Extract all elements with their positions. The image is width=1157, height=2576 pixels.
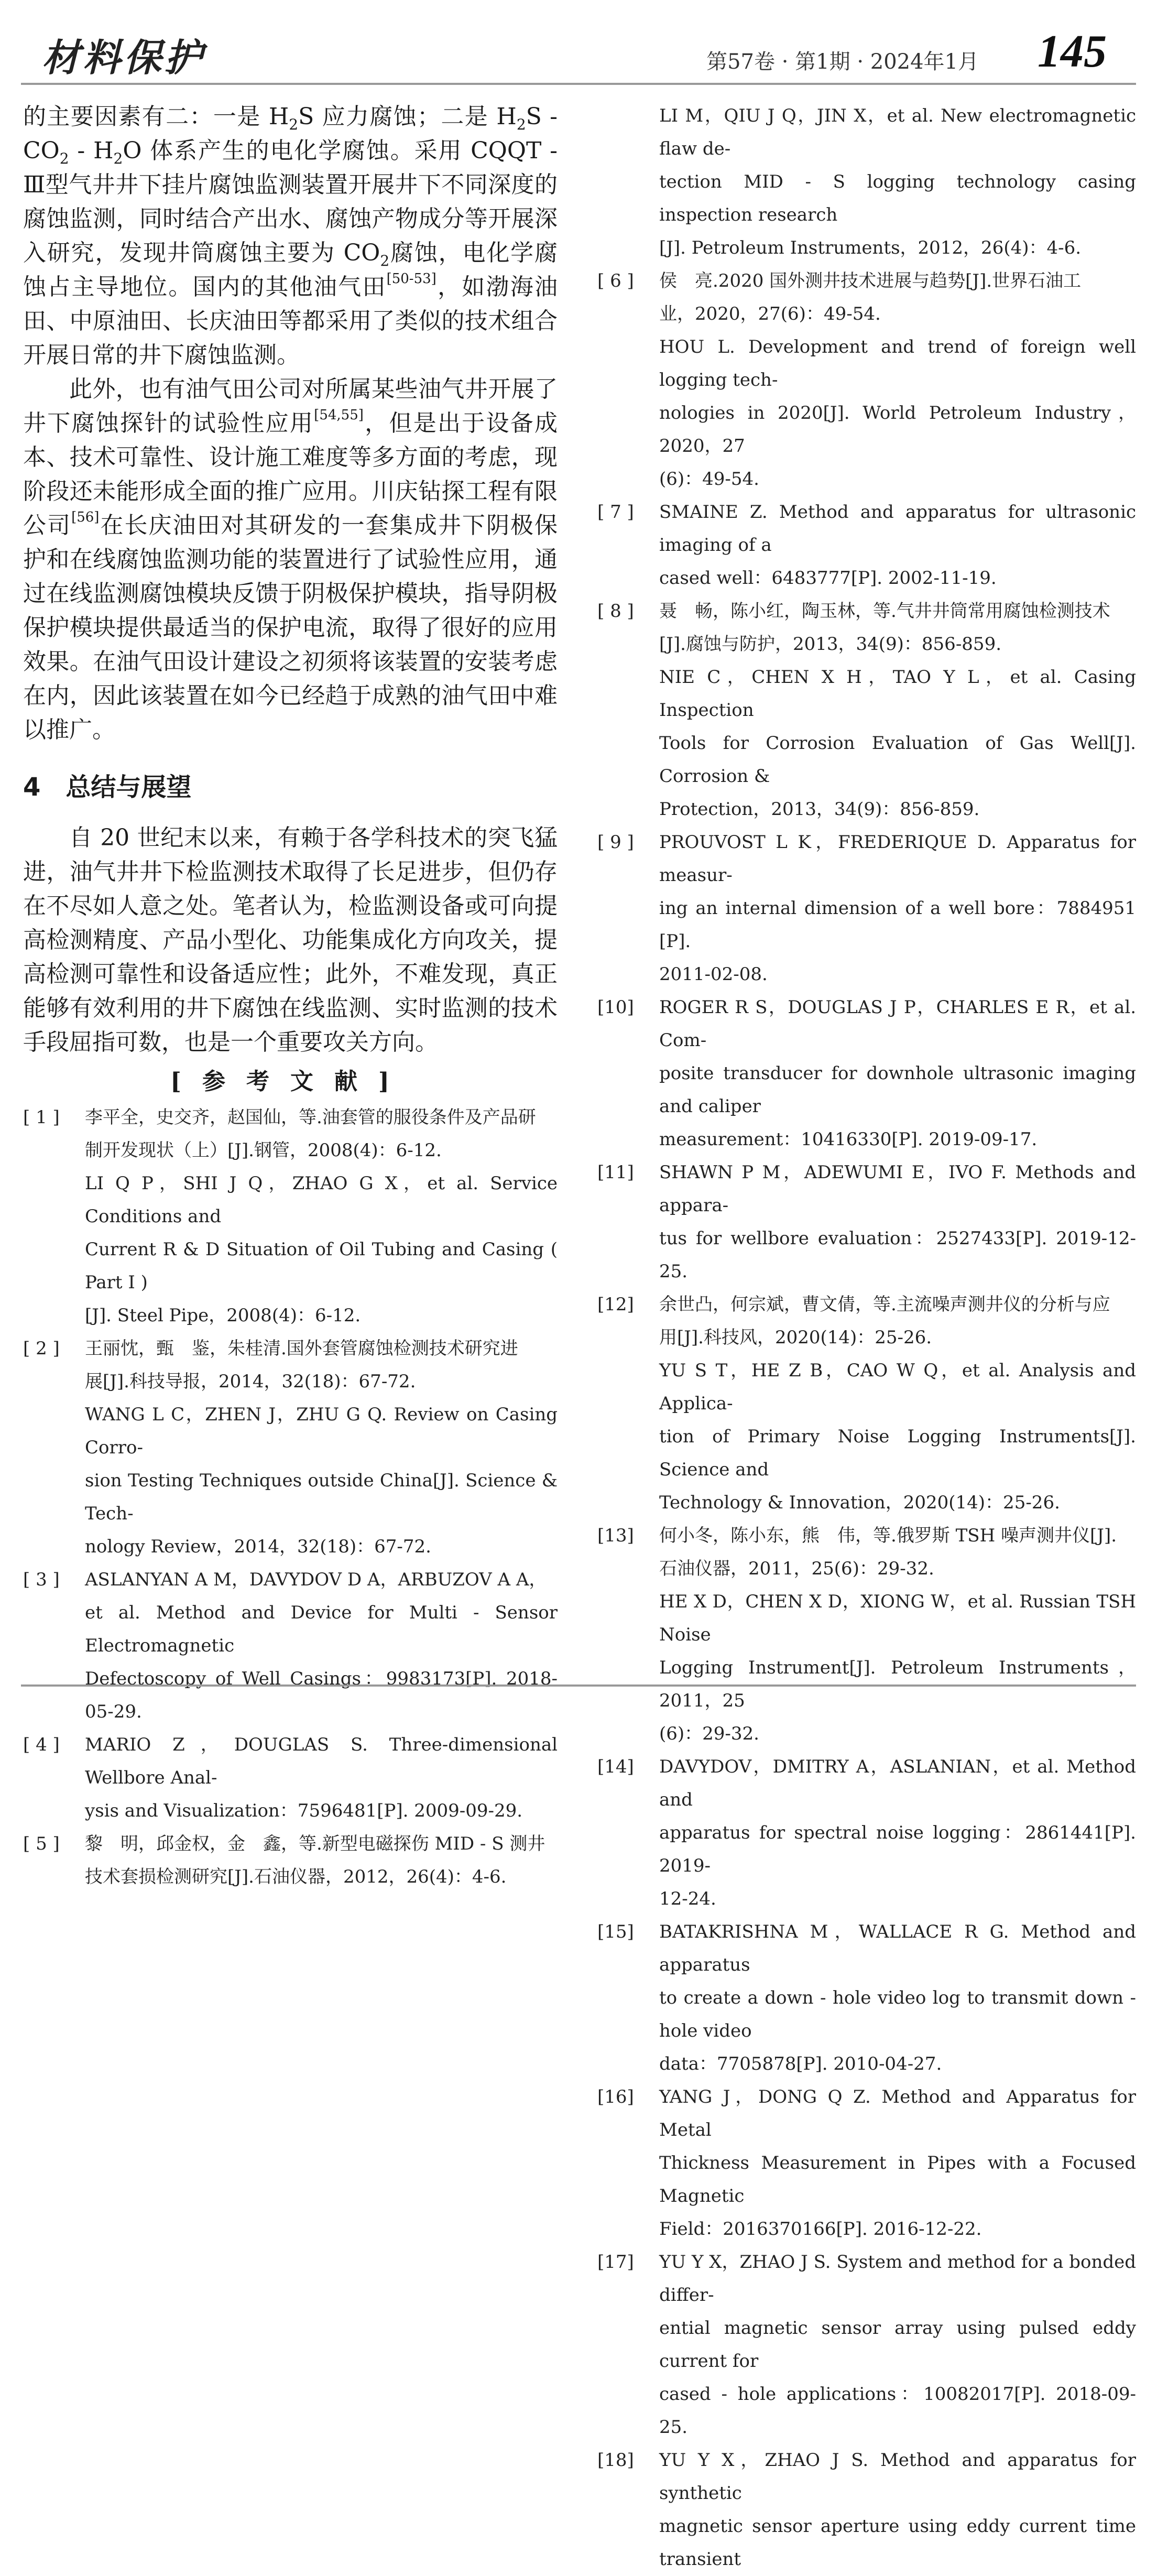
reference-line: 余世凸，何宗斌，曹文倩，等.主流噪声测井仪的分析与应 xyxy=(659,1294,1110,1315)
reference-body xyxy=(85,1729,558,1828)
reference-number: [ 1 ] xyxy=(23,1107,60,1128)
right-column xyxy=(597,100,1136,2576)
reference-body xyxy=(659,2081,1136,2246)
reference-line: [J].腐蚀与防护，2013，34(9)：856-859. xyxy=(659,634,1002,655)
reference-line: DAVYDOV，DMITRY A，ASLANIAN，et al. Method and xyxy=(659,1756,1136,1810)
issue-info: 第57卷 · 第1期 · 2024年1月 xyxy=(706,50,979,74)
reference-entry xyxy=(597,1751,1136,1916)
references-heading: [参考文献] xyxy=(170,1068,410,1095)
reference-line: HE X D，CHEN X D，XIONG W，et al. Russian TSH Noise xyxy=(659,1591,1136,1645)
reference-line: HOU L. Development and trend of foreign well logging tech- xyxy=(659,336,1136,390)
page-number: 145 xyxy=(1038,26,1107,77)
reference-number: [12] xyxy=(597,1294,634,1315)
reference-entry xyxy=(597,496,1136,595)
paragraph-2: 此外，也有油气田公司对所属某些油气井开展了井下腐蚀探针的试验性应用[54,55]，但是出于设备成本、技术可靠性、设计施工难度等多方面的考虑，现阶段还未能形成全面的推广应用。川庆钻探工程有限公司[56]在长庆油田对其研发的一套集成井下阴极保护和在线腐蚀监测功能的装置进行了试验性应用，通过在线监测腐蚀模块反馈于阴极保护模块，指导阴极保护模块提供最适当的保护电流，取得了很好的应用效果。在油气田设计建设之初须将该装置的安装考虑在内，因此该装置在如今已经趋于成熟的油气田中难以推广。 xyxy=(23,376,558,743)
reference-entry xyxy=(597,826,1136,991)
reference-line: tection MID - S logging technology casing inspection research xyxy=(659,171,1136,225)
reference-entry xyxy=(597,991,1136,1156)
reference-body xyxy=(85,1828,558,1894)
reference-line: 李平全，史交齐，赵国仙，等.油套管的服役条件及产品研 xyxy=(85,1107,536,1128)
reference-line: cased - hole applications：10082017[P]. 2018-09-25. xyxy=(659,2384,1136,2438)
reference-body xyxy=(659,100,1136,265)
reference-body xyxy=(85,1563,558,1729)
reference-line: 技术套损检测研究[J].石油仪器，2012，26(4)：4-6. xyxy=(85,1866,507,1887)
reference-line: 制开发现状（上）[J].钢管，2008(4)：6-12. xyxy=(85,1140,442,1161)
reference-line: 王丽忱，甄 鉴，朱桂清.国外套管腐蚀检测技术研究进 xyxy=(85,1338,518,1359)
reference-entry xyxy=(597,595,1136,826)
reference-number: [ 6 ] xyxy=(597,270,634,291)
reference-line: 业，2020，27(6)：49-54. xyxy=(659,303,881,324)
reference-number: [10] xyxy=(597,997,634,1018)
reference-line: [J]. Petroleum Instruments，2012，26(4)：4-6. xyxy=(659,237,1082,258)
reference-line: et al. Method and Device for Multi - Sensor Electromagnetic xyxy=(85,1602,558,1656)
reference-number: [18] xyxy=(597,2450,634,2471)
reference-line: YU Y X，ZHAO J S. System and method for a bonded differ- xyxy=(659,2252,1136,2306)
reference-entry xyxy=(23,1101,558,1332)
paragraph-3: 自 20 世纪末以来，有赖于各学科技术的突飞猛进，油气井井下检监测技术取得了长足进步，但仍存在不尽如人意之处。笔者认为，检监测设备或可向提高检测精度、产品小型化、功能集成化方向攻关，提高检测可靠性和设备适应性；此外，不难发现，真正能够有效利用的井下腐蚀在线监测、实时监测的技术手段屈指可数，也是一个重要攻关方向。 xyxy=(23,824,558,1056)
reference-line: cased well：6483777[P]. 2002-11-19. xyxy=(659,568,997,589)
reference-line: tus for wellbore evaluation：2527433[P]. 2019-12-25. xyxy=(659,1228,1136,1282)
reference-entry xyxy=(597,1288,1136,1519)
reference-number: [ 7 ] xyxy=(597,502,634,523)
reference-line: posite transducer for downhole ultrasonic imaging and caliper xyxy=(659,1063,1136,1117)
citation: [56] xyxy=(71,509,100,525)
reference-entry xyxy=(23,1332,558,1563)
reference-body xyxy=(659,265,1136,496)
reference-line: SMAINE Z. Method and apparatus for ultrasonic imaging of a xyxy=(659,502,1136,556)
page-header xyxy=(21,21,1136,79)
reference-line: Logging Instrument[J]. Petroleum Instruments，2011，25 xyxy=(659,1657,1136,1711)
reference-body xyxy=(659,2444,1136,2576)
reference-line: measurement：10416330[P]. 2019-09-17. xyxy=(659,1129,1038,1150)
reference-line: Defectoscopy of Well Casings：9983173[P]. 2018-05-29. xyxy=(85,1668,558,1722)
reference-body xyxy=(659,1156,1136,1288)
reference-body xyxy=(85,1101,558,1332)
reference-entry xyxy=(597,2444,1136,2576)
reference-number xyxy=(597,100,659,265)
reference-line: LI Q P，SHI J Q，ZHAO G X，et al. Service Conditions and xyxy=(85,1173,558,1227)
reference-line: ASLANYAN A M，DAVYDOV D A，ARBUZOV A A， xyxy=(85,1569,547,1590)
footer-rule xyxy=(21,1684,1136,1687)
reference-number: [17] xyxy=(597,2252,634,2273)
reference-body xyxy=(659,1519,1136,1751)
reference-line: Thickness Measurement in Pipes with a Focused Magnetic xyxy=(659,2153,1136,2207)
reference-line: BATAKRISHNA M，WALLACE R G. Method and apparatus xyxy=(659,1921,1136,1975)
reference-line: 石油仪器，2011，25(6)：29-32. xyxy=(659,1558,934,1579)
reference-line: apparatus for spectral noise logging：2861441[P]. 2019- xyxy=(659,1822,1136,1876)
reference-number: [15] xyxy=(597,1921,634,1942)
reference-line: 展[J].科技导报，2014，32(18)：67-72. xyxy=(85,1371,416,1392)
reference-number: [ 9 ] xyxy=(597,832,634,853)
reference-line: YU Y X，ZHAO J S. Method and apparatus for synthetic xyxy=(659,2450,1136,2504)
reference-line: LI M，QIU J Q，JIN X，et al. New electromagnetic flaw de- xyxy=(659,105,1136,159)
reference-entry xyxy=(597,100,1136,265)
reference-body xyxy=(659,991,1136,1156)
journal-logo: 材料保护 xyxy=(42,35,206,80)
reference-entry xyxy=(597,2081,1136,2246)
reference-line: NIE C，CHEN X H，TAO Y L，et al. Casing Inspection xyxy=(659,667,1136,721)
reference-entry xyxy=(597,2246,1136,2444)
reference-number: [ 4 ] xyxy=(23,1734,60,1755)
reference-number: [11] xyxy=(597,1162,634,1183)
reference-line: magnetic sensor aperture using eddy current time transient xyxy=(659,2516,1136,2570)
reference-number: [ 2 ] xyxy=(23,1338,60,1359)
reference-entry xyxy=(597,1916,1136,2081)
citation: [50-53] xyxy=(386,271,436,287)
left-column xyxy=(23,100,558,1894)
reference-line: Technology & Innovation，2020(14)：25-26. xyxy=(659,1492,1060,1513)
reference-line: 何小冬，陈小东，熊 伟，等.俄罗斯 TSH 噪声测井仪[J]. xyxy=(659,1525,1117,1546)
reference-line: nology Review，2014，32(18)：67-72. xyxy=(85,1536,431,1557)
reference-body xyxy=(659,1916,1136,2081)
reference-line: SHAWN P M，ADEWUMI E，IVO F. Methods and appara- xyxy=(659,1162,1136,1216)
reference-line: MARIO Z，DOUGLAS S. Three-dimensional Wellbore Anal- xyxy=(85,1734,558,1788)
reference-line: tion of Primary Noise Logging Instruments[J]. Science and xyxy=(659,1426,1136,1480)
reference-line: ysis and Visualization：7596481[P]. 2009-09-29. xyxy=(85,1800,523,1821)
reference-number: [13] xyxy=(597,1525,634,1546)
reference-line: WANG L C，ZHEN J，ZHU G Q. Review on Casing Corro- xyxy=(85,1404,558,1458)
reference-body xyxy=(659,595,1136,826)
reference-line: Protection，2013，34(9)：856-859. xyxy=(659,799,980,820)
section-heading: 4 总结与展望 xyxy=(23,773,192,802)
reference-entry xyxy=(23,1563,558,1729)
reference-line: 2011-02-08. xyxy=(659,964,768,985)
reference-number: [ 5 ] xyxy=(23,1833,60,1854)
reference-body xyxy=(659,2246,1136,2444)
reference-list-left xyxy=(23,1101,558,1894)
reference-body xyxy=(659,496,1136,595)
reference-entry xyxy=(23,1729,558,1828)
reference-line: [J]. Steel Pipe，2008(4)：6-12. xyxy=(85,1305,361,1326)
reference-number: [14] xyxy=(597,1756,634,1777)
reference-body xyxy=(659,1288,1136,1519)
reference-line: Current R & D Situation of Oil Tubing and Casing ( Part Ⅰ ) xyxy=(85,1239,558,1293)
reference-list-right xyxy=(597,100,1136,2576)
reference-entry xyxy=(597,1519,1136,1751)
reference-number: [ 8 ] xyxy=(597,601,634,622)
reference-line: ential magnetic sensor array using pulsed eddy current for xyxy=(659,2318,1136,2372)
reference-line: Tools for Corrosion Evaluation of Gas Well[J]. Corrosion & xyxy=(659,733,1136,787)
reference-line: 侯 亮.2020 国外测井技术进展与趋势[J].世界石油工 xyxy=(659,270,1082,291)
header-rule xyxy=(21,83,1136,85)
reference-line: Field：2016370166[P]. 2016-12-22. xyxy=(659,2219,982,2240)
reference-line: 聂 畅，陈小红，陶玉林，等.气井井筒常用腐蚀检测技术 xyxy=(659,601,1110,622)
reference-line: data：7705878[P]. 2010-04-27. xyxy=(659,2053,942,2074)
citation: [54,55] xyxy=(314,407,364,423)
reference-line: ing an internal dimension of a well bore：7884951 [P]. xyxy=(659,898,1136,952)
reference-number: [ 3 ] xyxy=(23,1569,60,1590)
reference-line: sion Testing Techniques outside China[J]. Science & Tech- xyxy=(85,1470,558,1524)
reference-line: PROUVOST L K，FREDERIQUE D. Apparatus for measur- xyxy=(659,832,1136,886)
reference-line: nologies in 2020[J]. World Petroleum Industry，2020，27 xyxy=(659,403,1136,456)
reference-line: (6)：29-32. xyxy=(659,1723,759,1744)
reference-line: (6)：49-54. xyxy=(659,469,759,490)
reference-line: YU S T，HE Z B，CAO W Q，et al. Analysis and Applica- xyxy=(659,1360,1136,1414)
reference-entry xyxy=(597,265,1136,496)
reference-line: 12-24. xyxy=(659,1888,716,1909)
reference-body xyxy=(85,1332,558,1563)
reference-entry xyxy=(23,1828,558,1894)
reference-line: YANG J，DONG Q Z. Method and Apparatus for Metal xyxy=(659,2086,1136,2140)
reference-body xyxy=(659,1751,1136,1916)
reference-line: to create a down - hole video log to transmit down - hole video xyxy=(659,1987,1136,2041)
reference-line: 黎 明，邱金权，金 鑫，等.新型电磁探伤 MID - S 测井 xyxy=(85,1833,545,1854)
reference-line: ROGER R S，DOUGLAS J P，CHARLES E R，et al. Com- xyxy=(659,997,1136,1051)
reference-body xyxy=(659,826,1136,991)
reference-entry xyxy=(597,1156,1136,1288)
reference-number: [16] xyxy=(597,2086,634,2107)
reference-line: 用[J].科技风，2020(14)：25-26. xyxy=(659,1327,932,1348)
paragraph-1: 的主要因素有二：一是 $H_2S$ 应力腐蚀；二是 $H_2S - CO_2 - H_2O$ 体系产生的电化学腐蚀。采用 CQQT - Ⅲ型气井井下挂片腐蚀监测装置开展井下不同深度的腐蚀监测，同时结合产出水、腐蚀产物成分等开展深入研究，发现井筒腐蚀主要为 $CO_2$腐蚀，电化学腐蚀占主导地位。国内的其他油气田[50-53]，如渤海油田、中原油田、长庆油田等都采用了类似的技术组合开展日常的井下腐蚀监测。 xyxy=(23,103,558,368)
